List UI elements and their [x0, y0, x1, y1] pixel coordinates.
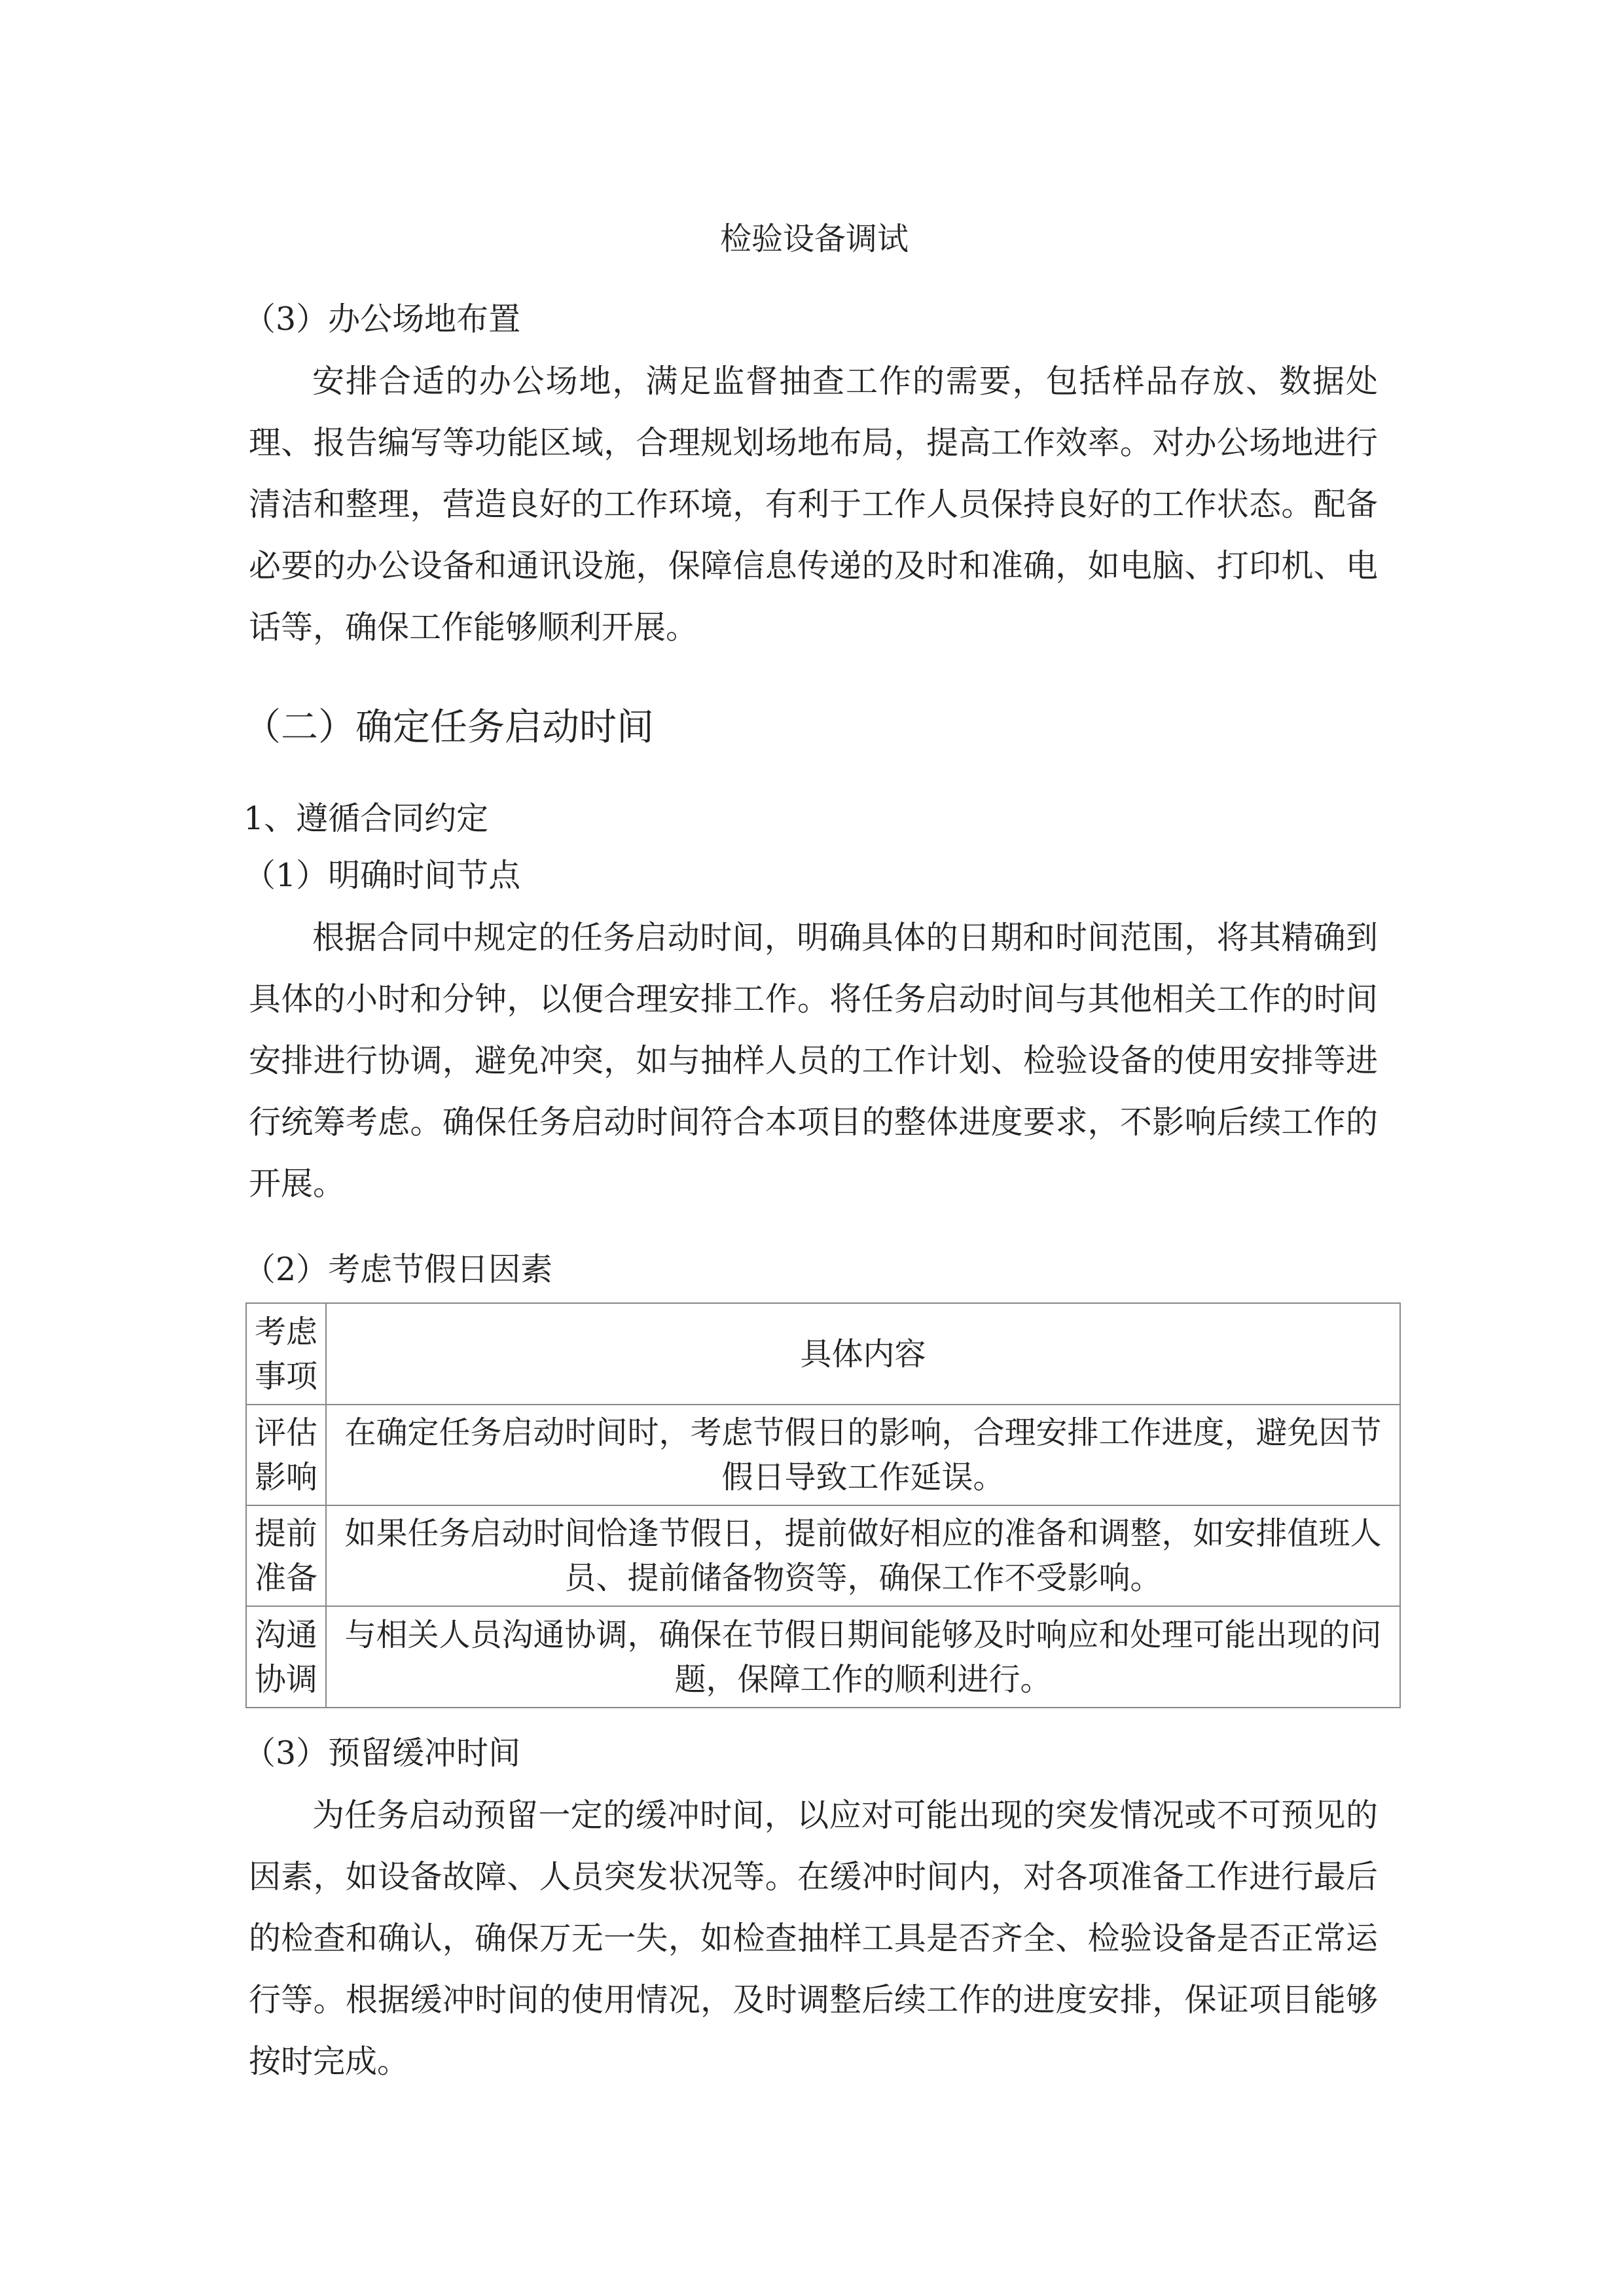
- subsection-1-title: （1）明确时间节点: [244, 857, 521, 894]
- holiday-factors-table: [245, 1302, 1401, 1708]
- section-3-paragraph: 安排合适的办公场地，满足监督抽查工作的需要，包括样品存放、数据处理、报告编写等功能区域，合理规划场地布局，提高工作效率。对办公场地进行清洁和整理，营造良好的工作环境，有利于工作人员保持良好的工作状态。配备必要的办公设备和通讯设施，保障信息传递的及时和准确，如电脑、打印机、电话等，确保工作能够顺利开展。: [249, 363, 1378, 646]
- subsection-2-title: （2）考虑节假日因素: [244, 1251, 553, 1288]
- table-cell-factor: 提前准备: [246, 1505, 326, 1606]
- table-header-cell: 考虑事项: [246, 1303, 326, 1405]
- table-cell-factor: 沟通协调: [246, 1606, 326, 1708]
- table-header-row: [246, 1303, 1400, 1405]
- table-cell-factor: 评估影响: [246, 1405, 326, 1505]
- item-1-title: 1、遵循合同约定: [244, 800, 489, 837]
- section-3-title: （3）办公场地布置: [244, 300, 521, 338]
- table-header-cell: 具体内容: [326, 1303, 1400, 1405]
- figure-caption: 检验设备调试: [720, 221, 909, 257]
- table-cell-content: 在确定任务启动时间时，考虑节假日的影响，合理安排工作进度，避免因节假日导致工作延误。: [326, 1405, 1400, 1505]
- section-heading-2: （二）确定任务启动时间: [244, 706, 654, 749]
- table-row: [246, 1405, 1400, 1505]
- table-cell-content: 如果任务启动时间恰逢节假日，提前做好相应的准备和调整，如安排值班人员、提前储备物资等，确保工作不受影响。: [326, 1505, 1400, 1606]
- subsection-3-title: （3）预留缓冲时间: [244, 1734, 521, 1772]
- subsection-1-paragraph: 根据合同中规定的任务启动时间，明确具体的日期和时间范围，将其精确到具体的小时和分钟，以便合理安排工作。将任务启动时间与其他相关工作的时间安排进行协调，避免冲突，如与抽样人员的工作计划、检验设备的使用安排等进行统筹考虑。确保任务启动时间符合本项目的整体进度要求，不影响后续工作的开展。: [249, 919, 1378, 1202]
- table-cell-content: 与相关人员沟通协调，确保在节假日期间能够及时响应和处理可能出现的问题，保障工作的顺利进行。: [326, 1606, 1400, 1708]
- subsection-3-paragraph: 为任务启动预留一定的缓冲时间，以应对可能出现的突发情况或不可预见的因素，如设备故障、人员突发状况等。在缓冲时间内，对各项准备工作进行最后的检查和确认，确保万无一失，如检查抽样工具是否齐全、检验设备是否正常运行等。根据缓冲时间的使用情况，及时调整后续工作的进度安排，保证项目能够按时完成。: [249, 1797, 1378, 2080]
- table-row: [246, 1606, 1400, 1708]
- table-row: [246, 1505, 1400, 1606]
